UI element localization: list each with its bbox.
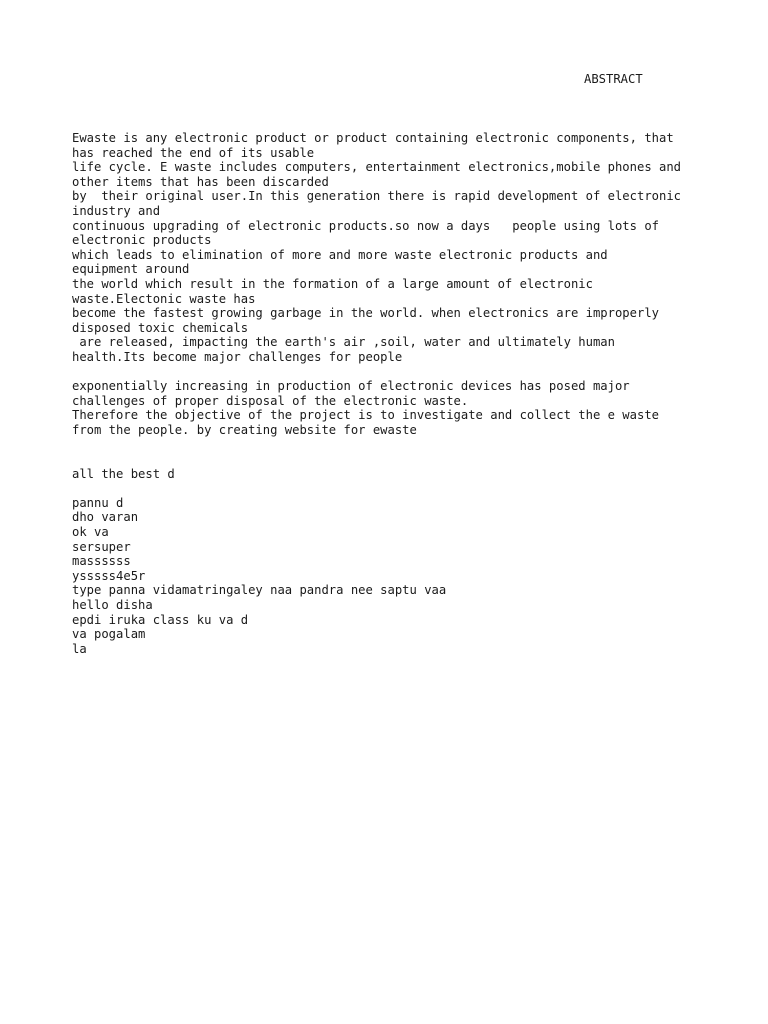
text-line: equipment around — [72, 262, 190, 277]
blank-line — [72, 452, 752, 467]
text-line: pannu d — [72, 495, 124, 510]
text-line: ysssss4e5r — [72, 568, 146, 583]
text-line: health.Its become major challenges for people — [72, 349, 403, 364]
text-line: are released, impacting the earth's air ,soil, water and ultimately human — [72, 335, 615, 350]
text-line: dho varan — [72, 510, 139, 525]
text-line: Ewaste is any electronic product or product containing electronic components, that — [72, 131, 674, 145]
text-line: massssss — [72, 554, 131, 569]
text-line: type panna vidamatringaley naa pandra nee saptu vaa — [72, 583, 447, 598]
text-line: ok va — [72, 525, 109, 540]
text-line: challenges of proper disposal of the electronic waste. — [72, 393, 469, 408]
text-line: epdi iruka class ku va d — [72, 612, 249, 627]
text-line: exponentially increasing in production of electronic devices has posed major — [72, 379, 630, 394]
text-line: industry and — [72, 203, 161, 218]
blank-line — [72, 437, 752, 452]
text-line: all the best d — [72, 466, 175, 481]
text-line: waste.Electonic waste has — [72, 291, 256, 306]
text-line: disposed toxic chemicals — [72, 320, 249, 335]
blank-line — [72, 481, 752, 496]
abstract-heading: ABSTRACT — [584, 72, 643, 86]
text-line: become the fastest growing garbage in the world. when electronics are improperly — [72, 306, 659, 321]
text-line: other items that has been discarded — [72, 174, 329, 189]
text-line: continuous upgrading of electronic products.so now a days people using lots of — [72, 218, 659, 233]
text-line: by their original user.In this generation there is rapid development of electronic — [72, 189, 682, 204]
text-line: the world which result in the formation of a large amount of electronic — [72, 276, 593, 291]
text-line: la — [72, 641, 87, 656]
text-line: electronic products — [72, 233, 212, 248]
text-line: Therefore the objective of the project is to investigate and collect the e waste — [72, 408, 659, 423]
blank-line — [72, 365, 752, 380]
text-line: va pogalam — [72, 627, 146, 642]
text-line: has reached the end of its usable — [72, 145, 315, 160]
text-line: sersuper — [72, 539, 131, 554]
text-line: from the people. by creating website for ewaste — [72, 422, 417, 437]
document-body — [72, 131, 752, 656]
text-line: which leads to elimination of more and more waste electronic products and — [72, 247, 608, 262]
text-line: hello disha — [72, 598, 153, 612]
text-line: life cycle. E waste includes computers, entertainment electronics,mobile phones and — [72, 160, 682, 175]
